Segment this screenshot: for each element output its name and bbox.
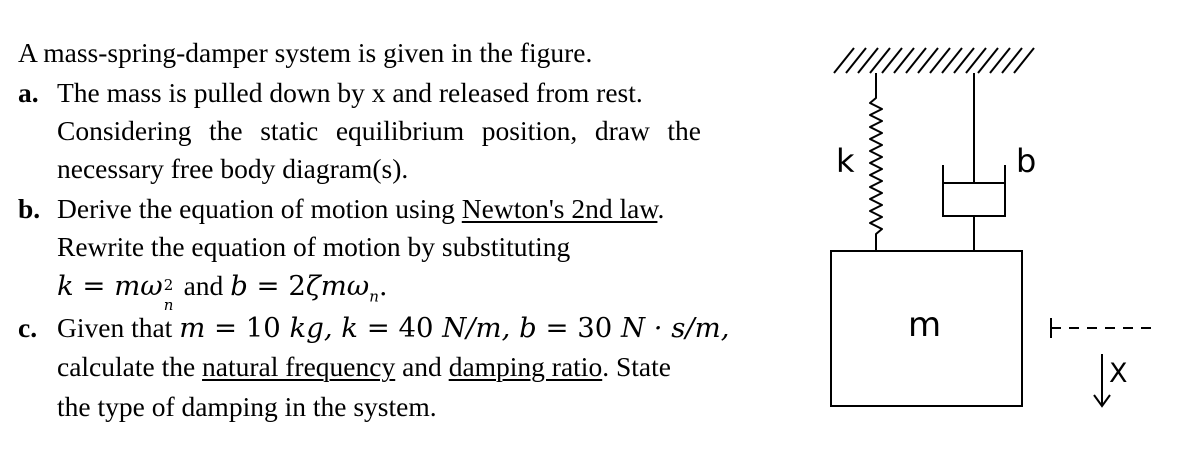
eq-m-omega: mω — [114, 270, 163, 302]
part-a-line-2: Considering the static equilibrium position, draw the — [57, 115, 701, 146]
part-b-line-2: Rewrite the equation of motion by substituting — [57, 231, 571, 262]
part-b-equation-line: k = mω 2 n and b = 2ζmω$_n$. — [57, 270, 388, 314]
part-a-label: a. — [18, 77, 39, 108]
part-a-text-1: The mass is pulled down by x and released from rest. — [57, 77, 643, 108]
part-c-line-3: the type of damping in the system. — [57, 391, 437, 422]
system-diagram — [780, 0, 1186, 450]
newtons-law-link[interactable]: Newton's 2nd law — [461, 193, 658, 224]
damper-label-b: b — [1016, 142, 1037, 180]
eq-k: k — [57, 270, 74, 302]
eq-and: and — [176, 270, 231, 301]
given-k-unit: N/m, b — [442, 312, 537, 344]
eq-m-omega-2: mω — [320, 270, 370, 302]
given-m-value: = 10 — [205, 312, 290, 344]
eq-dot: . — [378, 270, 388, 302]
natural-frequency-link[interactable]: natural frequency — [202, 351, 396, 382]
part-b-label: b. — [18, 193, 41, 224]
intro-line: A mass-spring-damper system is given in the figure. — [18, 37, 593, 68]
mass-spring-damper-figure — [780, 0, 1186, 450]
part-c-label: c. — [18, 312, 38, 343]
given-b-unit: N · s/m, — [621, 312, 730, 344]
part-c-text-2-mid: and — [395, 351, 449, 382]
mass-label-m: m — [908, 305, 942, 345]
part-c-text-2-post: . State — [602, 351, 671, 382]
part-a-line-1 — [18, 76, 643, 110]
damper — [943, 73, 1005, 251]
given-m-unit: kg, k — [289, 312, 358, 344]
part-b-text-1-pre: Derive the equation of motion using — [57, 193, 462, 224]
part-b-text-1-post: . — [657, 193, 665, 224]
eq-b: b — [230, 270, 248, 302]
eq-subscript-n-2: n — [369, 287, 379, 306]
down-arrow-icon — [1094, 354, 1110, 406]
given-m: m — [179, 312, 206, 344]
eq-equals-1: = — [73, 270, 115, 302]
given-k-value: = 40 — [357, 312, 443, 344]
part-c-line-1 — [18, 311, 729, 345]
part-b-line-1 — [18, 192, 664, 226]
part-c-given: Given that — [57, 312, 180, 343]
part-c-text-2-pre: calculate the — [57, 351, 203, 382]
part-c-line-2 — [57, 350, 671, 384]
spring — [870, 73, 882, 251]
given-b-value: = 30 — [536, 312, 621, 344]
displacement-label-x: X — [1109, 358, 1128, 389]
spring-label-k: k — [836, 142, 855, 180]
ceiling-hatching — [834, 48, 1034, 73]
damping-ratio-link[interactable]: damping ratio — [448, 351, 603, 382]
part-a-line-3: necessary free body diagram(s). — [57, 153, 409, 184]
eq-zeta: ζ — [305, 270, 321, 302]
eq-two: 2 — [288, 270, 306, 302]
eq-equals-2: = — [247, 270, 289, 302]
